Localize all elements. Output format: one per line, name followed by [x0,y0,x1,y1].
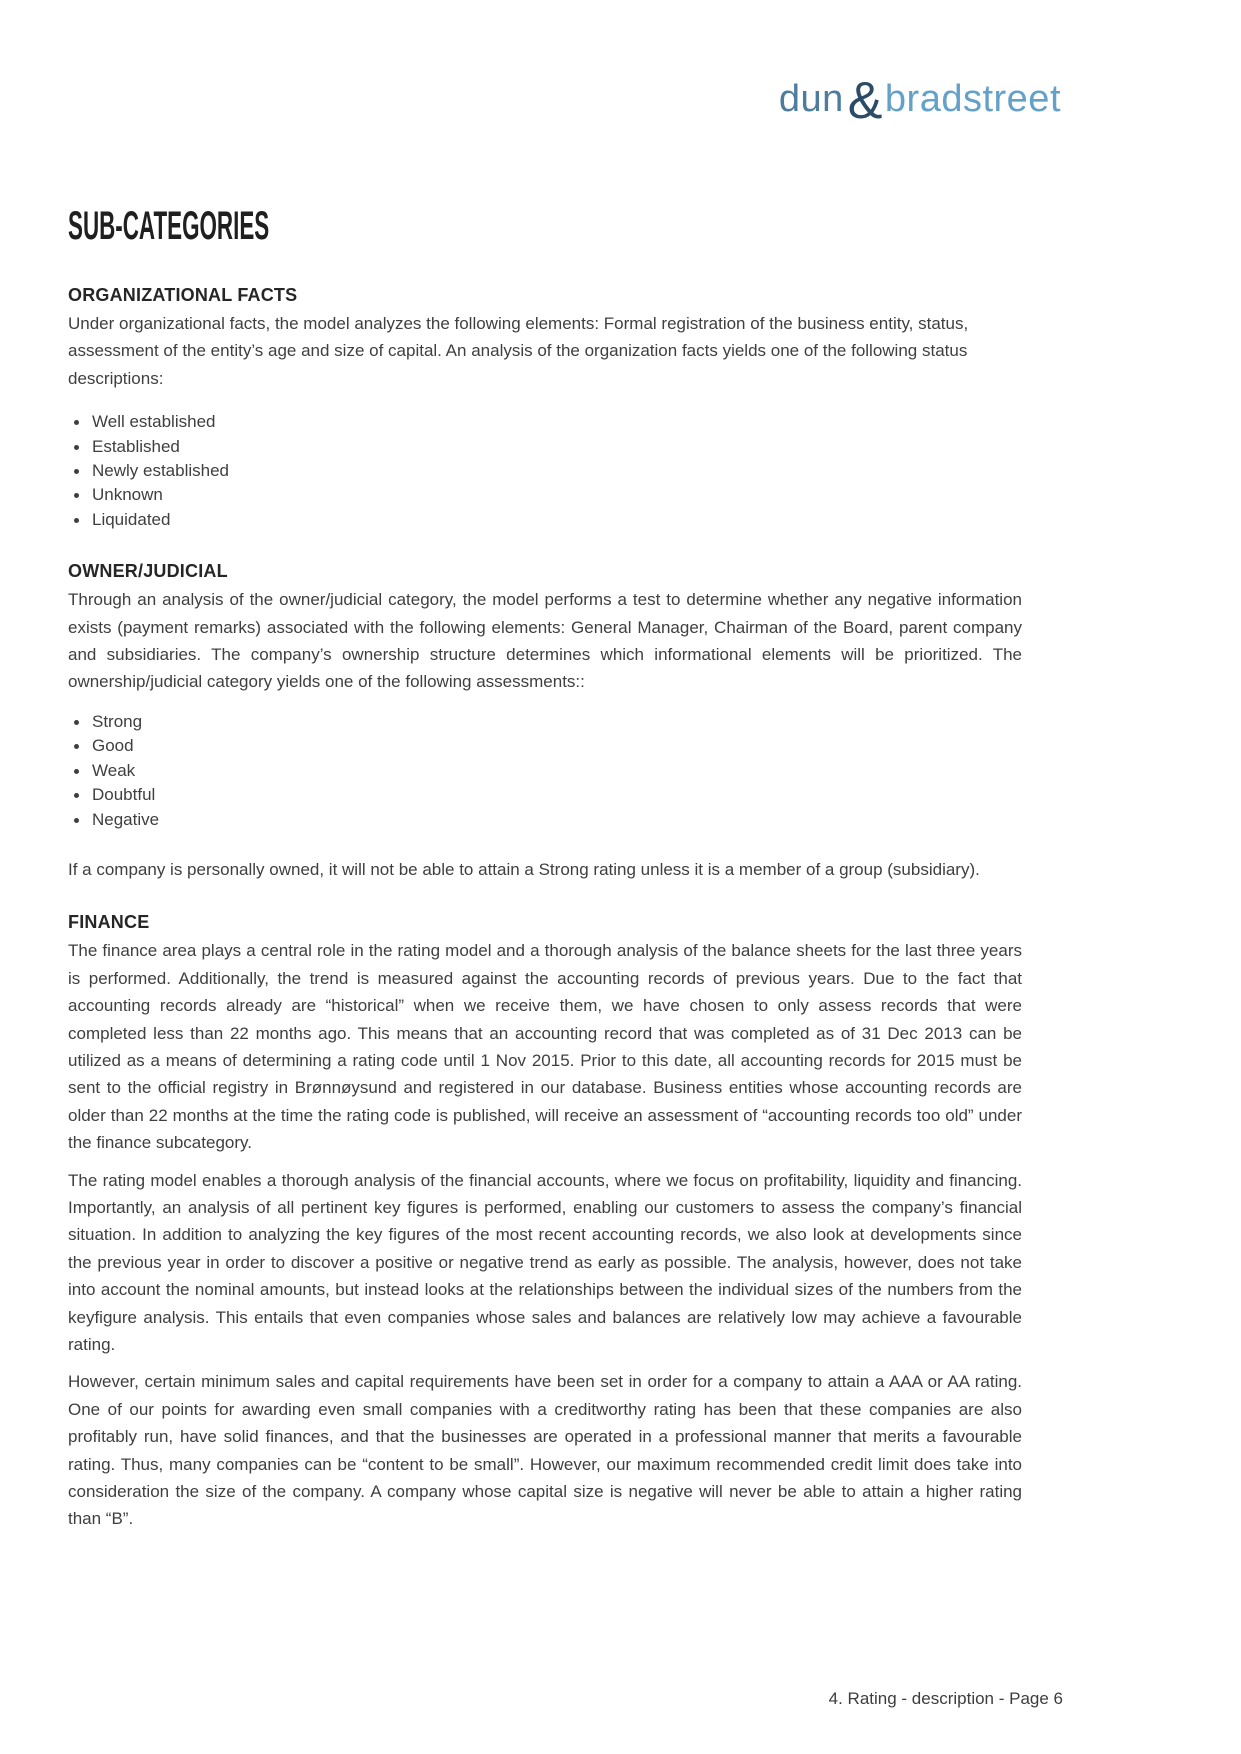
bullet-icon [74,493,79,498]
finance-paragraph-1: The finance area plays a central role in the rating model and a thorough analysis of the balance sheets for the last three years is performed. Additionally, the trend is measured against the accounting records of previous years. Due to the fact that accounting records already are “historical” when we receive them, we have chosen to only assess records that were completed less than 22 months ago. This means that an accounting record that was completed as of 31 Dec 2013 can be utilized as a means of determining a rating code until 1 Nov 2015. Prior to this date, all accounting records for 2015 must be sent to the official registry in Brønnøysund and registered in our database. Business entities whose accounting records are older than 22 months at the time the rating code is published, will receive an assessment of “accounting records too old” under the finance subcategory. [68,941,1022,1153]
bullet-icon [74,469,79,474]
bullet-icon [74,720,79,725]
bullet-icon [74,818,79,823]
list-item: Newly established [68,459,1022,483]
owner-judicial-intro: Through an analysis of the owner/judicial category, the model performs a test to determine whether any negative information exists (payment remarks) associated with the following elements: General Manager, Chairman of the Board, parent company and subsidiaries. The company’s ownership structure determines which informational elements will be prioritized. The ownership/judicial category yields one of the following assessments:: [68,590,1022,692]
bullet-icon [74,445,79,450]
status-descriptions-list [68,410,1022,532]
page-footer: 4. Rating - description - Page 6 [828,1689,1063,1708]
logo-text-dun: dun [778,78,844,120]
bullet-icon [74,769,79,774]
assessments-list [68,710,1022,832]
bullet-icon [74,744,79,749]
list-item: Strong [68,710,1022,734]
bullet-icon [74,793,79,798]
bullet-icon [74,518,79,523]
owner-judicial-note: If a company is personally owned, it will not be able to attain a Strong rating unless it is a member of a group (subsidiary). [68,859,980,879]
list-item: Weak [68,759,1022,783]
logo-text-bradstreet: bradstreet [884,78,1061,120]
section-heading-organizational-facts: ORGANIZATIONAL FACTS [68,285,298,305]
finance-paragraph-2: The rating model enables a thorough analysis of the financial accounts, where we focus on profitability, liquidity and financing. Importantly, an analysis of all pertinent key figures is performed, enabling our customers to assess the company’s financial situation. In addition to analyzing the key figures of the most recent accounting records, we also look at developments since the previous year in order to discover a positive or negative trend as early as possible. The analysis, however, does not take into account the nominal amounts, but instead looks at the relationships between the individual sizes of the numbers from the keyfigure analysis. This entails that even companies whose sales and balances are relatively low may achieve a favourable rating. [68,1170,1022,1354]
list-item: Doubtful [68,783,1022,807]
list-item: Good [68,734,1022,758]
list-item: Unknown [68,483,1022,507]
section-heading-owner-judicial: OWNER/JUDICIAL [68,561,228,582]
organizational-facts-intro: Under organizational facts, the model analyzes the following elements: Formal registration of the business entity, status, assessment of the entity’s age and size of capital. An analysis of the organization facts yields one of the following status descriptions: [68,314,969,388]
list-item: Liquidated [68,508,1022,532]
document-content [68,0,1022,1533]
list-item: Negative [68,808,1022,832]
page-title: SUB-CATEGORIES [68,204,270,248]
logo-ampersand-icon: & [847,72,883,130]
finance-paragraph-3: However, certain minimum sales and capital requirements have been set in order for a company to attain a AAA or AA rating. One of our points for awarding even small companies with a creditworthy rating has been that these companies are also profitably run, have solid finances, and that the businesses are operated in a professional manner that merits a favourable rating. Thus, many companies can be “content to be small”. However, our maximum recommended credit limit does take into consideration the size of the company. A company whose capital size is negative will never be able to attain a higher rating than “B”. [68,1372,1022,1529]
list-item: Well established [68,410,1022,434]
list-item: Established [68,435,1022,459]
bullet-icon [74,420,79,425]
section-heading-finance: FINANCE [68,912,150,933]
